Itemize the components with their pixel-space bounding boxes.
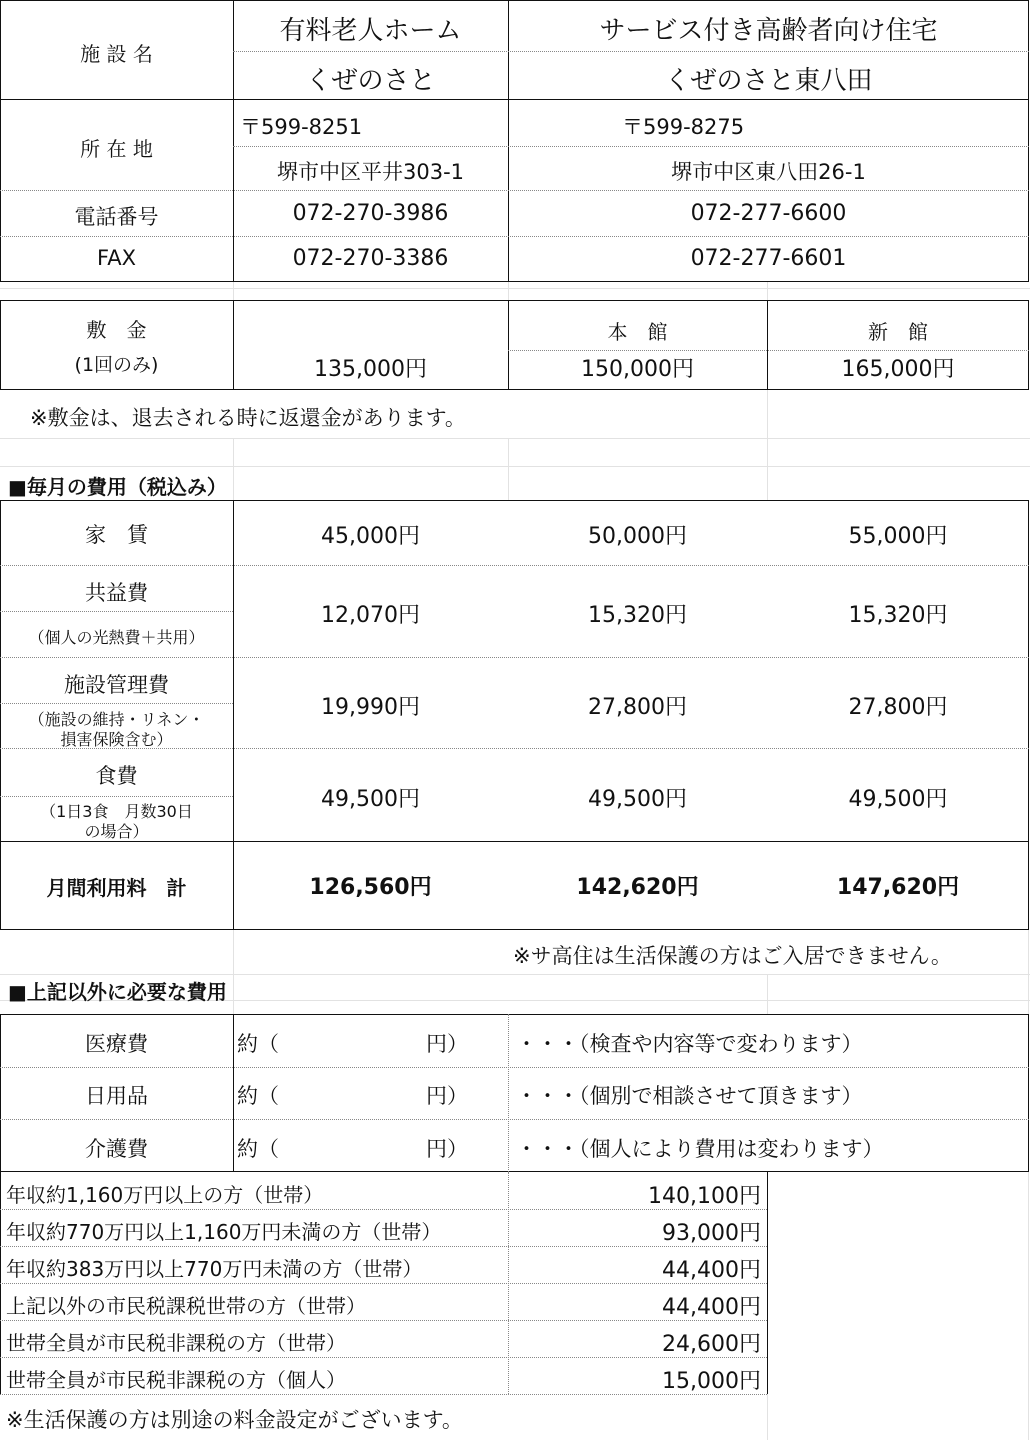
common-fee-honkan: 15,320円: [588, 603, 687, 628]
care-amount: 約（ 円）: [237, 1137, 468, 1161]
monthly-total-honkan: 142,620円: [576, 875, 699, 900]
monthly-section-title: ■毎月の費用（税込み）: [8, 475, 227, 499]
management-fee-sub: （施設の維持・リネン・: [28, 710, 205, 729]
common-fee-shinkan: 15,320円: [848, 603, 948, 628]
welfare-note: ※生活保護の方は別途の料金設定がございます。: [6, 1408, 463, 1432]
income-row-value: 44,400円: [662, 1295, 761, 1320]
sakou-name-line2: くぜのさと東八田: [664, 66, 873, 96]
rent-honkan: 50,000円: [588, 524, 687, 549]
home-phone: 072-270-3986: [292, 201, 449, 226]
meal-fee-home: 49,500円: [321, 787, 420, 812]
common-fee-sub: （個人の光熱費＋共用）: [28, 628, 205, 647]
income-row-value: 44,400円: [662, 1258, 761, 1283]
income-row-label: 年収約770万円以上1,160万円未満の方（世帯）: [6, 1220, 442, 1244]
deposit-label: 敷 金: [86, 318, 147, 342]
income-row-label: 世帯全員が市民税非課税の方（世帯）: [6, 1331, 346, 1355]
common-fee-label: 共益費: [85, 581, 148, 605]
daily-goods-note: ・・・（個別で相談させて頂きます）: [516, 1084, 863, 1108]
rent-home: 45,000円: [321, 524, 420, 549]
deposit-honkan-value: 150,000円: [581, 357, 694, 382]
sakou-postal: 〒599-8275: [622, 115, 745, 139]
shinkan-label: 新 館: [868, 320, 928, 344]
daily-goods-amount: 約（ 円）: [237, 1084, 468, 1108]
income-row-value: 93,000円: [662, 1221, 761, 1246]
daily-goods-label: 日用品: [85, 1084, 148, 1108]
common-fee-home: 12,070円: [321, 603, 420, 628]
meal-fee-shinkan: 49,500円: [848, 787, 948, 812]
label-address: 所 在 地: [80, 137, 153, 161]
home-name-line2: くぜのさと: [305, 66, 436, 96]
deposit-shinkan-value: 165,000円: [841, 357, 955, 382]
deposit-sublabel: (1回のみ): [74, 354, 159, 376]
management-fee-shinkan: 27,800円: [848, 695, 948, 720]
management-fee-sub2: 損害保険含む）: [60, 730, 173, 749]
monthly-total-label: 月間利用料 計: [46, 876, 187, 900]
management-fee-honkan: 27,800円: [588, 695, 687, 720]
honkan-label: 本 館: [607, 320, 668, 344]
rent-label: 家 賃: [85, 523, 148, 547]
other-section-title: ■上記以外に必要な費用: [8, 980, 227, 1004]
monthly-total-shinkan: 147,620円: [836, 875, 960, 900]
meal-fee-sub2: の場合）: [84, 822, 149, 841]
deposit-home-value: 135,000円: [314, 357, 427, 382]
income-row-value: 140,100円: [648, 1184, 761, 1209]
management-fee-label: 施設管理費: [64, 673, 169, 697]
medical-label: 医療費: [85, 1032, 148, 1056]
income-row-label: 年収約1,160万円以上の方（世帯）: [6, 1183, 324, 1207]
income-row-label: 上記以外の市民税課税世帯の方（世帯）: [6, 1294, 366, 1318]
rent-shinkan: 55,000円: [848, 524, 948, 549]
sakou-fax: 072-277-6601: [690, 246, 847, 271]
home-postal: 〒599-8251: [240, 115, 363, 139]
label-phone: 電話番号: [74, 205, 159, 229]
income-row-label: 年収約383万円以上770万円未満の方（世帯）: [6, 1257, 423, 1281]
label-fax: FAX: [97, 246, 136, 270]
meal-fee-honkan: 49,500円: [588, 787, 687, 812]
home-address: 堺市中区平井303-1: [276, 160, 465, 184]
meal-fee-sub: （1日3食 月数30日: [40, 802, 193, 821]
income-row-label: 世帯全員が市民税非課税の方（個人）: [6, 1368, 346, 1392]
medical-note: ・・・（検査や内容等で変わります）: [516, 1032, 863, 1056]
care-note: ・・・（個人により費用は変わります）: [516, 1137, 884, 1161]
sakou-welfare-note: ※サ高住は生活保護の方はご入居できません。: [513, 944, 952, 968]
home-name-line1: 有料老人ホーム: [279, 16, 462, 46]
label-facility-name: 施 設 名: [80, 42, 153, 66]
management-fee-home: 19,990円: [321, 695, 420, 720]
sakou-phone: 072-277-6600: [690, 201, 847, 226]
sakou-address: 堺市中区東八田26-1: [671, 160, 866, 184]
deposit-note: ※敷金は、退去される時に返還金があります。: [30, 406, 466, 430]
income-row-value: 24,600円: [662, 1332, 761, 1357]
care-label: 介護費: [85, 1137, 148, 1161]
medical-amount: 約（ 円）: [237, 1032, 468, 1056]
monthly-total-home: 126,560円: [309, 875, 432, 900]
sakou-name-line1: サービス付き高齢者向け住宅: [599, 16, 938, 46]
meal-fee-label: 食費: [95, 764, 138, 788]
income-row-value: 15,000円: [662, 1369, 761, 1394]
home-fax: 072-270-3386: [292, 246, 449, 271]
